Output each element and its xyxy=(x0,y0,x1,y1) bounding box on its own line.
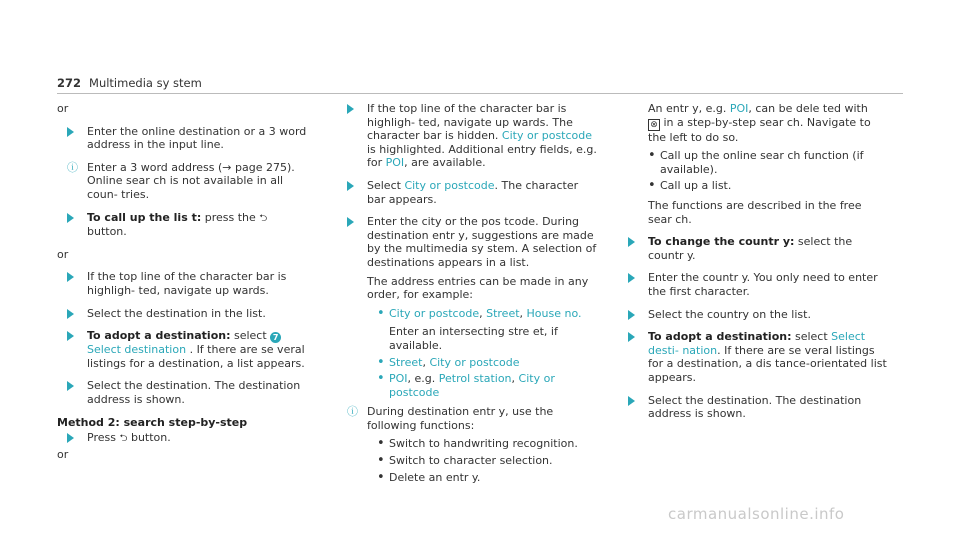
step-call-list: To call up the lis t: press the ⮌ button. xyxy=(57,211,307,239)
step-select-city: Select City or postcode. The character bar appears. xyxy=(337,179,597,206)
page-header xyxy=(57,76,202,90)
method-heading: Method 2: search step-by-step xyxy=(57,415,248,429)
step-arrow-icon xyxy=(67,272,74,282)
step-enter-country: Enter the countr y. You only need to enter the first character. xyxy=(618,271,888,298)
delete-entry-text: An entr y, e.g. POI, can be dele ted with ⊗ in a step-by-step sear ch. Navigate to the left to do so. xyxy=(648,102,871,144)
function-list xyxy=(377,437,597,484)
column-3 xyxy=(618,102,888,430)
delete-icon: ⊗ xyxy=(648,119,660,131)
step-arrow-icon xyxy=(628,332,635,342)
functions-described: The functions are described in the free sear ch. xyxy=(648,198,862,226)
step-arrow-icon xyxy=(628,310,635,320)
list-item: • Street, City or postcode xyxy=(377,356,597,370)
call-list xyxy=(648,149,888,193)
or-text: or xyxy=(57,102,69,115)
select-destination-link: Select destination xyxy=(87,343,187,357)
or-text: or xyxy=(57,447,69,461)
number-badge: 7 xyxy=(270,332,281,343)
list-item: • City or postcode, Street, House no. Enter an intersecting stre et, if available. xyxy=(377,307,597,353)
step-arrow-icon xyxy=(628,273,635,283)
step-select-dest-2: Select the destination. The destination address is shown. xyxy=(57,379,307,406)
list-item: • POI, e.g. Petrol station, City or postcode xyxy=(377,372,597,399)
step-arrow-icon xyxy=(67,309,74,319)
step-arrow-icon xyxy=(628,237,635,247)
step-select-dest: Select the destination in the list. xyxy=(57,307,307,321)
step-arrow-icon xyxy=(347,181,354,191)
step-arrow-icon xyxy=(67,213,74,223)
step-arrow-icon xyxy=(67,433,74,443)
list-item: • Delete an entr y. xyxy=(377,471,597,485)
list-item: • Call up the online sear ch function (if available). xyxy=(648,149,888,176)
step-press-back: Press ⮌ button. xyxy=(57,431,307,446)
column-2 xyxy=(337,102,597,490)
note-3-word: ⓘ Enter a 3 word address (→ page 275). Online sear ch is not available in all coun‐ tries. xyxy=(67,160,295,201)
step-arrow-icon xyxy=(628,396,635,406)
step-change-country: To change the countr y: select the countr y. xyxy=(618,235,888,262)
info-icon: ⓘ xyxy=(67,160,78,174)
step-enter-online: Enter the online destination or a 3 word address in the input line. xyxy=(57,125,307,152)
info-icon: ⓘ xyxy=(347,405,358,419)
step-arrow-icon xyxy=(347,217,354,227)
step-arrow-icon xyxy=(347,104,354,114)
step-arrow-icon xyxy=(67,127,74,137)
list-item: • Switch to character selection. xyxy=(377,454,597,468)
header-divider xyxy=(57,93,903,94)
list-item: • Switch to handwriting recognition. xyxy=(377,437,597,451)
page-number: 272 xyxy=(57,76,82,90)
back-icon: ⮌ xyxy=(259,212,268,224)
step-select-country: Select the country on the list. xyxy=(618,308,888,322)
step-top-line: If the top line of the character bar is highligh‐ ted, navigate up wards. xyxy=(57,270,307,297)
order-examples xyxy=(377,307,597,400)
section-title: Multimedia sy stem xyxy=(89,76,202,90)
step-adopt: To adopt a destination: select 7 Select destination . If there are se veral listings for a destination, a list appears. xyxy=(57,329,307,370)
back-icon: ⮌ xyxy=(119,433,128,445)
step-select-dest-3: Select the destination. The destination address is shown. xyxy=(618,394,888,421)
step-enter-city: Enter the city or the pos tcode. During destination entr y, suggestions are made by the multimedia sy stem. A selection of destinations appears in a list. The address entries can be made in any order, for example: xyxy=(337,215,597,302)
page-ref-arrow: → xyxy=(222,160,232,174)
step-arrow-icon xyxy=(67,381,74,391)
note-functions: ⓘ During destination entr y, use the following functions: xyxy=(347,405,554,432)
step-adopt-2: To adopt a destination: select Select desti‐ nation. If there are se veral listings for a destination, a dis tance-orientated list appears. xyxy=(618,330,888,384)
step-arrow-icon xyxy=(67,331,74,341)
or-text: or xyxy=(57,247,69,261)
watermark: carmanualsonline.info xyxy=(668,505,845,523)
step-hidden-bar: If the top line of the character bar is highligh‐ ted, navigate up wards. The character bar is hidden. City or postcode is highlighted. Additional entry fields, e.g. for POI, are available. xyxy=(337,102,597,170)
column-1 xyxy=(57,102,307,470)
list-item: • Call up a list. xyxy=(648,179,888,193)
